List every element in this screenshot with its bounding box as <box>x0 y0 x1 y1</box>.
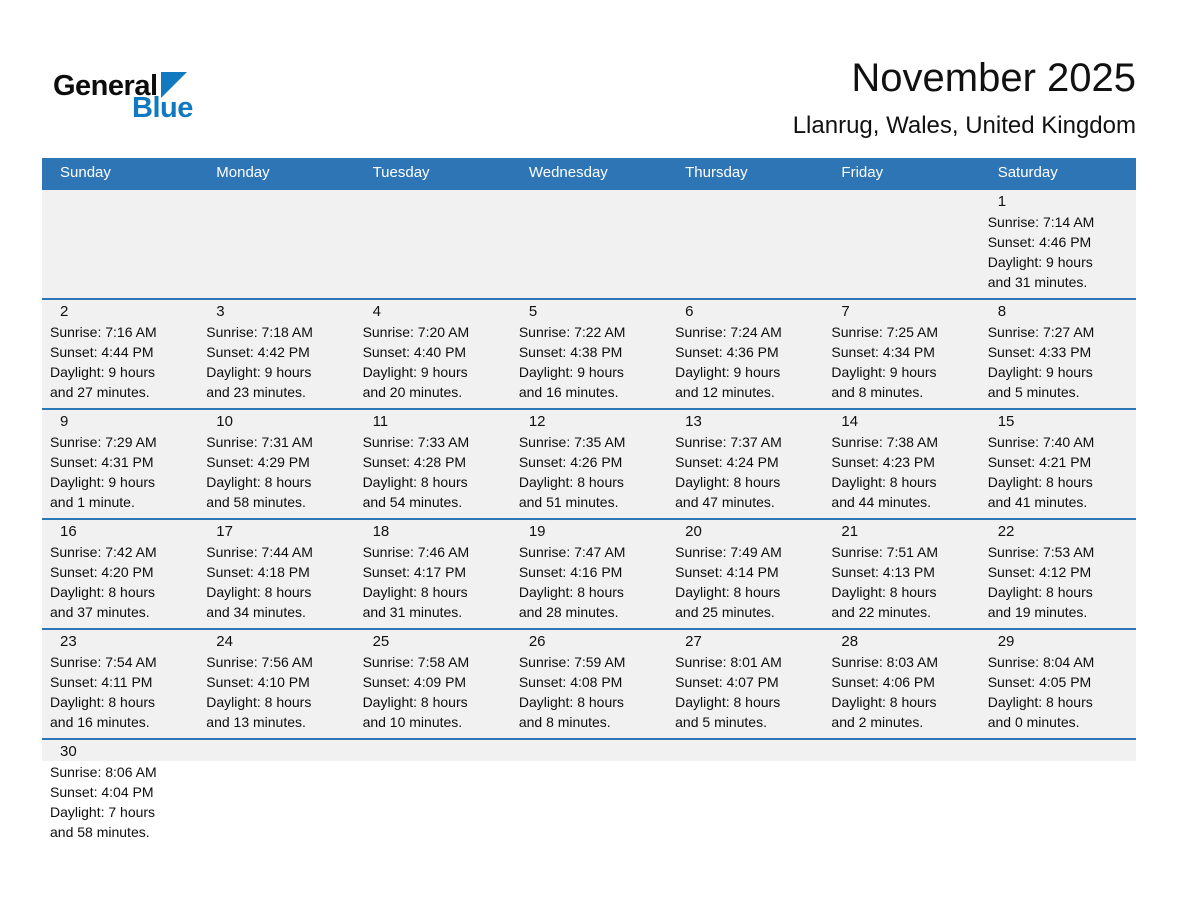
day-number: 28 <box>841 633 859 650</box>
day-info-line: Sunset: 4:08 PM <box>518 674 623 690</box>
day-info-line: Sunrise: 7:25 AM <box>831 324 939 340</box>
day-info-line: Sunset: 4:04 PM <box>50 784 154 800</box>
day-cell-21 <box>823 520 979 628</box>
day-info-line: and 41 minutes. <box>987 494 1088 510</box>
day-number: 25 <box>372 633 390 650</box>
day-info-line: and 31 minutes. <box>362 604 463 620</box>
day-info-line: Sunset: 4:12 PM <box>987 564 1092 580</box>
day-number: 6 <box>685 303 694 320</box>
day-info-line: Daylight: 8 hours <box>831 474 937 490</box>
week-row-2 <box>42 298 1136 408</box>
location-subtitle: Llanrug, Wales, United Kingdom <box>792 112 1136 139</box>
day-info-line: and 23 minutes. <box>206 384 306 400</box>
week-row-1 <box>42 188 1136 298</box>
day-info-line: Sunrise: 7:49 AM <box>675 544 782 560</box>
day-info-line: Sunrise: 7:14 AM <box>987 214 1095 230</box>
day-info-line: Sunrise: 7:18 AM <box>206 324 313 340</box>
day-cell-23 <box>42 630 198 738</box>
day-info-line: Daylight: 9 hours <box>675 364 781 380</box>
day-cell-6 <box>667 300 823 408</box>
day-cell-22 <box>980 520 1136 628</box>
day-number: 26 <box>528 633 546 650</box>
day-info-line: Sunrise: 8:03 AM <box>831 654 939 670</box>
day-info-line: Sunset: 4:10 PM <box>206 674 310 690</box>
day-info-line: and 1 minute. <box>50 494 135 510</box>
day-info-line: Sunset: 4:16 PM <box>518 564 623 580</box>
calendar-grid <box>42 158 1136 848</box>
day-number: 30 <box>60 743 77 760</box>
day-number: 27 <box>685 633 702 650</box>
empty-day-cell <box>355 740 511 848</box>
day-info-line: and 10 minutes. <box>362 714 463 730</box>
day-info-line: Sunset: 4:11 PM <box>50 674 153 690</box>
day-info-line: Daylight: 9 hours <box>987 364 1093 380</box>
day-info-line: Sunset: 4:34 PM <box>831 344 935 360</box>
day-info-line: Daylight: 9 hours <box>518 364 624 380</box>
day-info-line: Sunrise: 7:58 AM <box>362 654 470 670</box>
day-info-line: Sunset: 4:05 PM <box>987 674 1092 690</box>
day-info-line: Daylight: 8 hours <box>362 694 468 710</box>
day-info-line: Sunrise: 7:33 AM <box>362 434 470 450</box>
empty-day-cell <box>511 740 667 848</box>
day-info-line: Sunrise: 8:01 AM <box>675 654 782 670</box>
week-row-3 <box>42 408 1136 518</box>
day-info-line: Sunrise: 7:51 AM <box>831 544 939 560</box>
empty-day-cell <box>355 190 511 298</box>
day-cell-24 <box>198 630 354 738</box>
day-info-line: Daylight: 9 hours <box>362 364 468 380</box>
day-info-line: Sunset: 4:17 PM <box>362 564 467 580</box>
week-row-6 <box>42 738 1136 848</box>
day-info-line: and 34 minutes. <box>206 604 306 620</box>
day-info-line: Sunset: 4:07 PM <box>675 674 779 690</box>
day-info-line: and 8 minutes. <box>831 384 924 400</box>
day-cell-30 <box>42 740 198 848</box>
day-cell-16 <box>42 520 198 628</box>
day-info-line: Sunset: 4:23 PM <box>831 454 935 470</box>
day-info-line: Sunset: 4:06 PM <box>831 674 935 690</box>
day-info-line: Daylight: 8 hours <box>518 694 624 710</box>
day-info-line: Daylight: 7 hours <box>50 804 156 820</box>
empty-day-cell <box>511 190 667 298</box>
day-info-line: Daylight: 8 hours <box>987 694 1093 710</box>
day-cell-15 <box>980 410 1136 518</box>
day-info-line: and 2 minutes. <box>831 714 924 730</box>
logo-text-blue: Blue <box>132 92 193 124</box>
day-info-line: and 5 minutes. <box>675 714 767 730</box>
day-info-line: Sunrise: 7:40 AM <box>987 434 1095 450</box>
weekday-header-row <box>42 158 1136 188</box>
day-info-line: and 58 minutes. <box>50 824 150 840</box>
day-info-line: Sunrise: 7:54 AM <box>50 654 157 670</box>
day-cell-7 <box>823 300 979 408</box>
day-number: 8 <box>997 303 1007 320</box>
day-info-line: Daylight: 8 hours <box>518 584 624 600</box>
day-cell-4 <box>355 300 511 408</box>
day-cell-14 <box>823 410 979 518</box>
empty-day-cell <box>667 190 823 298</box>
day-info-line: and 27 minutes. <box>50 384 150 400</box>
day-info-line: and 31 minutes. <box>987 274 1088 290</box>
day-number: 21 <box>841 523 859 540</box>
day-info-line: Daylight: 9 hours <box>50 474 156 490</box>
day-info-line: Daylight: 9 hours <box>987 254 1093 270</box>
day-info-line: Daylight: 9 hours <box>206 364 312 380</box>
day-info-line: Sunset: 4:42 PM <box>206 344 310 360</box>
day-number: 24 <box>216 633 233 650</box>
day-info-line: Daylight: 8 hours <box>987 474 1093 490</box>
day-info-line: and 20 minutes. <box>362 384 463 400</box>
weekday-header-thursday: Thursday <box>685 164 748 181</box>
day-info-line: Sunrise: 7:27 AM <box>987 324 1095 340</box>
day-cell-25 <box>355 630 511 738</box>
day-info-line: Sunrise: 7:53 AM <box>987 544 1095 560</box>
title-block <box>793 56 1136 140</box>
day-number: 4 <box>372 303 381 320</box>
day-number: 2 <box>60 303 69 320</box>
day-info-line: Sunrise: 7:35 AM <box>518 434 626 450</box>
day-number: 17 <box>216 523 233 540</box>
day-info-line: Daylight: 8 hours <box>362 584 468 600</box>
day-cell-29 <box>980 630 1136 738</box>
day-cell-17 <box>198 520 354 628</box>
day-number: 13 <box>685 413 702 430</box>
day-number: 7 <box>841 303 850 320</box>
day-info-line: Sunrise: 7:31 AM <box>206 434 313 450</box>
day-info-line: Sunset: 4:44 PM <box>50 344 154 360</box>
empty-day-cell <box>198 190 354 298</box>
day-number: 3 <box>216 303 225 320</box>
day-info-line: and 16 minutes. <box>518 384 619 400</box>
day-info-line: Sunset: 4:46 PM <box>987 234 1092 250</box>
day-cell-3 <box>198 300 354 408</box>
day-info-line: and 16 minutes. <box>50 714 150 730</box>
day-cell-18 <box>355 520 511 628</box>
day-cell-26 <box>511 630 667 738</box>
day-info-line: Daylight: 8 hours <box>50 694 156 710</box>
day-info-line: Daylight: 8 hours <box>206 694 312 710</box>
empty-day-cell <box>42 190 198 298</box>
day-number: 9 <box>60 413 69 430</box>
day-info-line: Sunset: 4:36 PM <box>675 344 779 360</box>
day-info-line: Sunset: 4:14 PM <box>675 564 779 580</box>
day-info-line: Sunset: 4:09 PM <box>362 674 467 690</box>
day-cell-8 <box>980 300 1136 408</box>
empty-day-cell <box>667 740 823 848</box>
day-info-line: Sunset: 4:20 PM <box>50 564 154 580</box>
day-info-line: Sunset: 4:31 PM <box>50 454 154 470</box>
empty-day-cell <box>198 740 354 848</box>
day-info-line: Daylight: 8 hours <box>50 584 156 600</box>
day-info-line: Daylight: 8 hours <box>675 694 781 710</box>
day-number: 14 <box>841 413 859 430</box>
weekday-header-wednesday: Wednesday <box>528 164 608 181</box>
weekday-header-friday: Friday <box>841 164 884 181</box>
day-info-line: Sunrise: 7:22 AM <box>518 324 626 340</box>
day-cell-19 <box>511 520 667 628</box>
month-title: November 2025 <box>851 56 1136 100</box>
weekday-header-tuesday: Tuesday <box>372 164 430 181</box>
day-number: 23 <box>60 633 77 650</box>
day-number: 1 <box>997 193 1007 210</box>
day-info-line: and 51 minutes. <box>518 494 619 510</box>
day-info-line: Sunrise: 7:38 AM <box>831 434 939 450</box>
day-info-line: and 25 minutes. <box>675 604 775 620</box>
day-info-line: Daylight: 8 hours <box>675 584 781 600</box>
day-info-line: and 28 minutes. <box>518 604 619 620</box>
general-blue-logo <box>53 72 193 123</box>
day-info-line: Daylight: 8 hours <box>675 474 781 490</box>
day-info-line: and 19 minutes. <box>987 604 1088 620</box>
day-info-line: Sunrise: 7:59 AM <box>518 654 626 670</box>
day-info-line: Sunrise: 7:29 AM <box>50 434 157 450</box>
day-info-line: and 37 minutes. <box>50 604 150 620</box>
empty-day-cell <box>980 740 1136 848</box>
day-number: 15 <box>997 413 1015 430</box>
day-number: 20 <box>685 523 702 540</box>
day-number: 11 <box>372 413 389 430</box>
day-info-line: Sunrise: 7:20 AM <box>362 324 470 340</box>
day-number: 29 <box>997 633 1015 650</box>
day-info-line: Daylight: 8 hours <box>362 474 468 490</box>
day-info-line: Sunrise: 7:46 AM <box>362 544 470 560</box>
day-info-line: Daylight: 8 hours <box>987 584 1093 600</box>
day-info-line: Sunset: 4:21 PM <box>987 454 1092 470</box>
day-info-line: and 58 minutes. <box>206 494 306 510</box>
day-info-line: and 13 minutes. <box>206 714 306 730</box>
day-number: 18 <box>372 523 390 540</box>
day-cell-9 <box>42 410 198 518</box>
day-cell-5 <box>511 300 667 408</box>
day-info-line: Sunrise: 7:16 AM <box>50 324 157 340</box>
day-info-line: and 0 minutes. <box>987 714 1080 730</box>
day-info-line: Sunrise: 7:24 AM <box>675 324 782 340</box>
day-info-line: Sunrise: 7:42 AM <box>50 544 157 560</box>
empty-day-cell <box>823 740 979 848</box>
day-number: 19 <box>528 523 546 540</box>
day-info-line: and 44 minutes. <box>831 494 932 510</box>
day-info-line: Sunrise: 8:04 AM <box>987 654 1095 670</box>
day-info-line: and 5 minutes. <box>987 384 1080 400</box>
day-cell-10 <box>198 410 354 518</box>
day-info-line: Sunset: 4:33 PM <box>987 344 1092 360</box>
day-cell-27 <box>667 630 823 738</box>
day-number: 5 <box>528 303 538 320</box>
day-info-line: Daylight: 9 hours <box>50 364 156 380</box>
day-cell-2 <box>42 300 198 408</box>
day-info-line: Sunset: 4:26 PM <box>518 454 623 470</box>
day-cell-20 <box>667 520 823 628</box>
week-row-5 <box>42 628 1136 738</box>
day-info-line: Sunrise: 7:47 AM <box>518 544 626 560</box>
page-header <box>0 0 1188 158</box>
day-info-line: and 8 minutes. <box>518 714 611 730</box>
day-info-line: Sunset: 4:40 PM <box>362 344 467 360</box>
day-info-line: and 47 minutes. <box>675 494 775 510</box>
day-cell-11 <box>355 410 511 518</box>
day-info-line: and 12 minutes. <box>675 384 775 400</box>
week-row-4 <box>42 518 1136 628</box>
day-info-line: Sunrise: 7:44 AM <box>206 544 313 560</box>
day-info-line: Sunrise: 7:37 AM <box>675 434 782 450</box>
day-info-line: Daylight: 8 hours <box>206 474 312 490</box>
day-info-line: Sunset: 4:18 PM <box>206 564 310 580</box>
day-cell-13 <box>667 410 823 518</box>
weekday-header-sunday: Sunday <box>60 164 111 181</box>
day-info-line: Daylight: 8 hours <box>831 584 937 600</box>
day-info-line: Sunset: 4:28 PM <box>362 454 467 470</box>
calendar-weeks <box>42 188 1136 848</box>
empty-day-cell <box>823 190 979 298</box>
day-cell-1 <box>980 190 1136 298</box>
weekday-header-saturday: Saturday <box>997 164 1058 181</box>
day-cell-28 <box>823 630 979 738</box>
day-cell-12 <box>511 410 667 518</box>
day-info-line: Daylight: 9 hours <box>831 364 937 380</box>
day-info-line: Sunrise: 7:56 AM <box>206 654 313 670</box>
day-info-line: and 22 minutes. <box>831 604 932 620</box>
day-info-line: Sunset: 4:29 PM <box>206 454 310 470</box>
day-info-line: Sunset: 4:38 PM <box>518 344 623 360</box>
day-number: 12 <box>528 413 546 430</box>
day-info-line: Daylight: 8 hours <box>206 584 312 600</box>
day-info-line: and 54 minutes. <box>362 494 463 510</box>
day-info-line: Sunset: 4:24 PM <box>675 454 779 470</box>
day-info-line: Daylight: 8 hours <box>831 694 937 710</box>
day-info-line: Sunset: 4:13 PM <box>831 564 935 580</box>
day-info-line: Sunrise: 8:06 AM <box>50 764 157 780</box>
day-number: 22 <box>997 523 1015 540</box>
logo-text-general: General <box>53 70 158 102</box>
day-number: 10 <box>216 413 233 430</box>
day-number: 16 <box>60 523 77 540</box>
day-info-line: Daylight: 8 hours <box>518 474 624 490</box>
weekday-header-monday: Monday <box>216 164 270 181</box>
